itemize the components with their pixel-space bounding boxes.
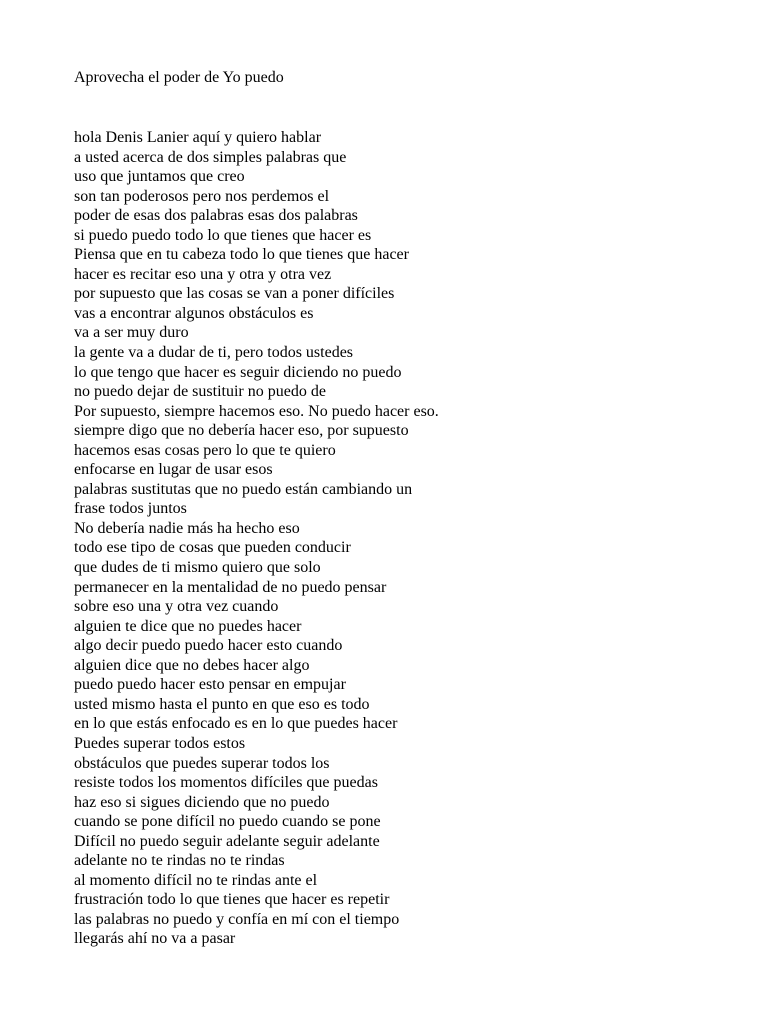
text-line: vas a encontrar algunos obstáculos es (74, 304, 314, 322)
text-line: resiste todos los momentos difíciles que puedas (74, 774, 378, 792)
text-line: son tan poderosos pero nos perdemos el (74, 187, 330, 205)
text-line: las palabras no puedo y confía en mí con el tiempo (74, 910, 400, 928)
text-line: en lo que estás enfocado es en lo que puedes hacer (74, 715, 398, 733)
text-line: Piensa que en tu cabeza todo lo que tienes que hacer (74, 246, 409, 264)
text-line: sobre eso una y otra vez cuando (74, 598, 279, 616)
text-line: por supuesto que las cosas se van a poner difíciles (74, 285, 395, 303)
text-line: Difícil no puedo seguir adelante seguir adelante (74, 832, 380, 850)
text-line: poder de esas dos palabras esas dos palabras (74, 207, 358, 225)
text-line: siempre digo que no debería hacer eso, por supuesto (74, 422, 409, 440)
text-line: que dudes de ti mismo quiero que solo (74, 559, 321, 577)
text-line: va a ser muy duro (74, 324, 189, 342)
text-line: hola Denis Lanier aquí y quiero hablar (74, 129, 322, 146)
text-line: algo decir puedo puedo hacer esto cuando (74, 637, 343, 655)
text-line: al momento difícil no te rindas ante el (74, 871, 318, 889)
text-line: usted mismo hasta el punto en que eso es todo (74, 695, 370, 713)
text-line: Puedes superar todos estos (74, 734, 246, 752)
text-line: adelante no te rindas no te rindas (74, 852, 285, 870)
text-line: No debería nadie más ha hecho eso (74, 519, 300, 537)
text-line: si puedo puedo todo lo que tienes que hacer es (74, 226, 372, 244)
text-line: a usted acerca de dos simples palabras que (74, 148, 347, 166)
text-line: palabras sustitutas que no puedo están cambiando un (74, 480, 413, 498)
text-line: no puedo dejar de sustituir no puedo de (74, 383, 326, 401)
text-line: alguien dice que no debes hacer algo (74, 656, 310, 674)
text-line: cuando se pone difícil no puedo cuando se pone (74, 813, 381, 831)
text-line: lo que tengo que hacer es seguir diciendo no puedo (74, 363, 402, 381)
text-line: obstáculos que puedes superar todos los (74, 754, 330, 772)
text-line: haz eso si sigues diciendo que no puedo (74, 793, 330, 811)
text-line: hacer es recitar eso una y otra y otra vez (74, 265, 332, 283)
document-title: Aprovecha el poder de Yo puedo (74, 69, 284, 86)
document-body (74, 128, 439, 949)
text-line: frustración todo lo que tienes que hacer es repetir (74, 891, 390, 909)
text-line: alguien te dice que no puedes hacer (74, 617, 302, 635)
text-line: uso que juntamos que creo (74, 168, 245, 186)
text-line: frase todos juntos (74, 500, 187, 518)
text-line: Por supuesto, siempre hacemos eso. No puedo hacer eso. (74, 402, 439, 420)
text-line: enfocarse en lugar de usar esos (74, 461, 273, 479)
text-line: llegarás ahí no va a pasar (74, 930, 236, 948)
text-line: la gente va a dudar de ti, pero todos ustedes (74, 344, 354, 362)
text-line: hacemos esas cosas pero lo que te quiero (74, 441, 336, 459)
text-line: puedo puedo hacer esto pensar en empujar (74, 676, 346, 694)
text-line: todo ese tipo de cosas que pueden conducir (74, 539, 351, 557)
text-line: permanecer en la mentalidad de no puedo pensar (74, 578, 387, 596)
